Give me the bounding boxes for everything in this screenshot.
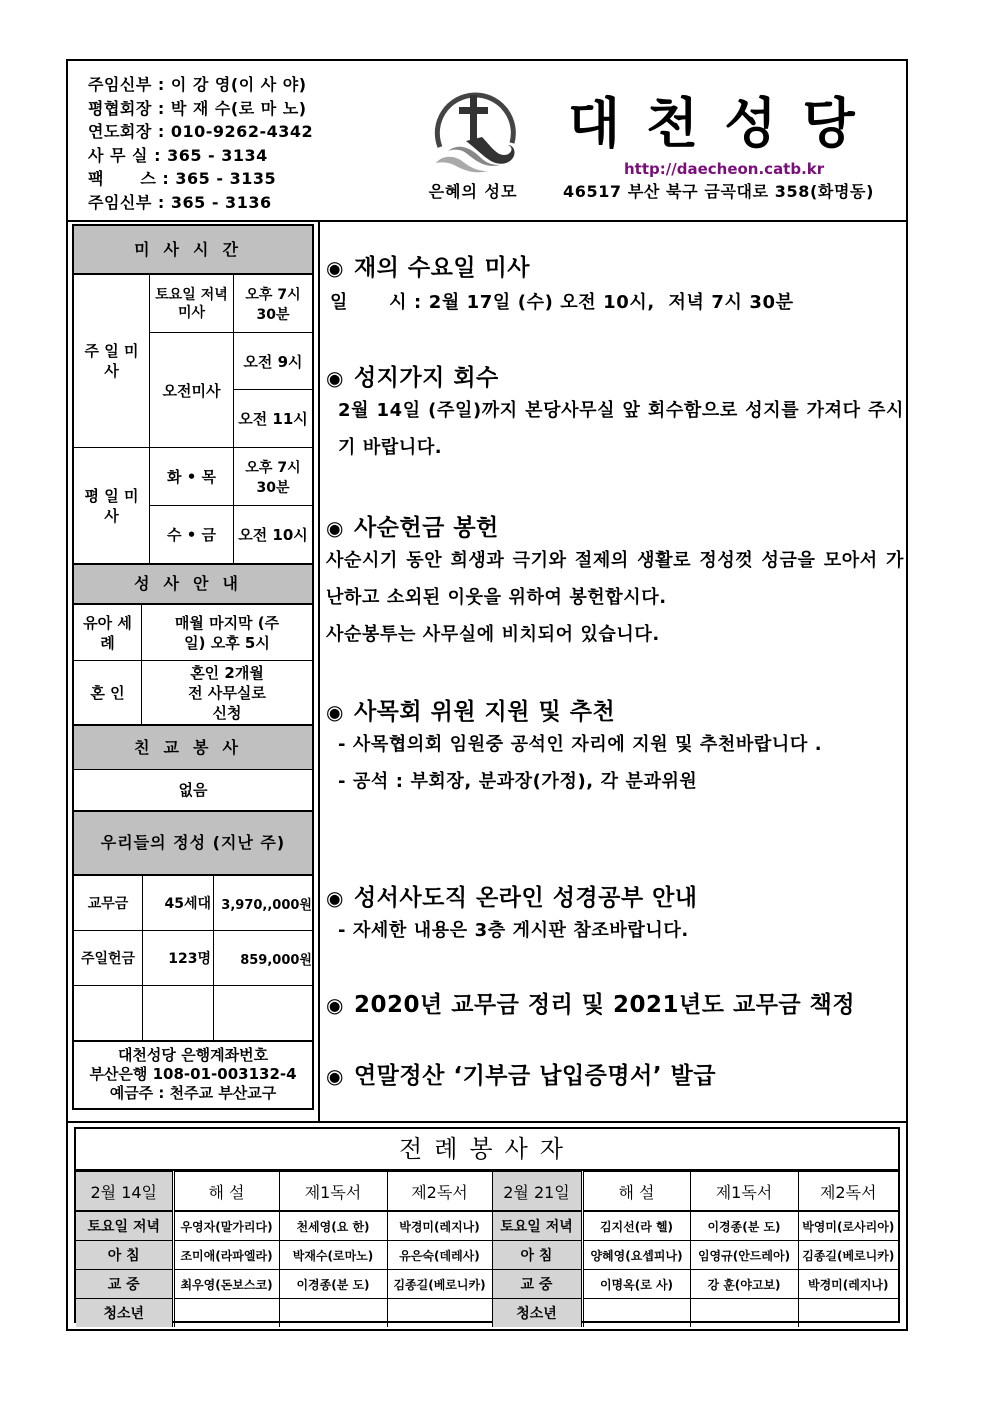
announcement-title-text: 성서사도직 온라인 성경공부 안내: [353, 885, 698, 911]
contact-row: 주임신부 : 이 강 영(이 사 야): [88, 75, 307, 94]
sacrament-text: 혼인 2개월 전 사무실로 신청: [142, 661, 313, 725]
contact-label: 평협회장: [88, 98, 152, 118]
logo-caption: 은혜의 성모: [428, 182, 518, 201]
parish-website-link[interactable]: http://daecheon.catb.kr: [624, 160, 825, 178]
minister-name: 조미애(라파엘라): [173, 1241, 279, 1270]
minister-name: 우영자(말가리다): [173, 1211, 279, 1241]
mass-time: 오전 11시: [234, 390, 313, 448]
contact-value: 365 - 3135: [175, 169, 277, 188]
liturgy-title: 전례봉사자: [76, 1129, 898, 1171]
contact-label: 사 무 실: [88, 145, 149, 165]
bullet-circle-icon: ◉: [326, 886, 344, 910]
liturgy-date: 2월 21일: [492, 1172, 582, 1212]
contact-row: 주임신부 : 365 - 3136: [88, 192, 272, 212]
announcement-title-text: 사순헌금 봉헌: [353, 515, 499, 541]
liturgy-row-label: 교 중: [76, 1270, 173, 1299]
minister-name: 최우영(돈보스코): [173, 1270, 279, 1299]
mass-name: 토요일 저녁미사: [150, 275, 234, 333]
mass-time: 오후 7시 30분: [234, 275, 313, 333]
cross-wave-logo-icon: [426, 85, 522, 177]
bank-account-info: [74, 1041, 312, 1108]
weekday-mass-label: 평 일 미 사: [74, 448, 150, 564]
bullet-circle-icon: ◉: [326, 366, 344, 390]
offering-heading: 우리들의 정성 (지난 주): [74, 812, 312, 875]
parish-logo: [418, 85, 528, 205]
liturgy-date: 2월 14일: [76, 1172, 173, 1212]
announcement-title-text: 성지가지 회수: [353, 365, 499, 391]
announcement-item: [326, 249, 904, 321]
liturgy-ministers: [74, 1127, 900, 1323]
liturgy-column-header: 제1독서: [279, 1172, 387, 1212]
bullet-circle-icon: ◉: [326, 256, 344, 280]
liturgy-row-label: 토요일 저녁: [492, 1211, 582, 1241]
offering-count: 45세대: [143, 876, 214, 931]
section-divider: [68, 1121, 906, 1123]
liturgy-column-header: 제2독서: [798, 1172, 898, 1212]
announcement-title-text: 연말정산 ‘기부금 납입증명서’ 발급: [353, 1063, 717, 1089]
mass-times-heading: 미사시간: [74, 226, 312, 274]
offering-label: 교무금: [74, 876, 143, 931]
liturgy-row: [76, 1211, 898, 1241]
announcement-item: [326, 693, 904, 800]
minister-name: 박경미(레지나): [387, 1211, 492, 1241]
announcement-item: [326, 879, 904, 949]
offering-amount: 859,000원: [214, 931, 313, 986]
contact-label: 주임신부: [88, 75, 152, 94]
bullet-circle-icon: ◉: [326, 1064, 344, 1088]
contact-value: 365 - 3134: [167, 145, 268, 165]
minister-name: 유은숙(데레사): [387, 1241, 492, 1270]
bank-line: 대천성당 은행계좌번호: [117, 1046, 269, 1064]
liturgy-row-label: 아 침: [492, 1241, 582, 1270]
contact-row: 사 무 실 : 365 - 3134: [88, 145, 268, 165]
bullet-circle-icon: ◉: [326, 700, 344, 724]
minister-name: 박경미(레지나): [798, 1270, 898, 1299]
minister-name: 이경종(분 도): [690, 1211, 798, 1241]
contact-label: 연도회장: [88, 122, 152, 141]
announcement-title-text: 사목회 위원 지원 및 추천: [353, 699, 616, 725]
bulletin-page: [66, 59, 908, 1331]
contact-label: 주임신부: [88, 192, 152, 212]
announcement-title: [326, 1057, 904, 1090]
announcement-item: [326, 509, 904, 653]
liturgy-column-header: 제2독서: [387, 1172, 492, 1212]
announcement-title-text: 2020년 교무금 정리 및 2021년도 교무금 책정: [353, 992, 856, 1018]
announcement-item: [326, 1057, 904, 1090]
bullet-circle-icon: ◉: [326, 516, 344, 540]
contact-value: 이 강 영(이 사 야): [170, 75, 307, 94]
liturgy-row-label: 청소년: [76, 1299, 173, 1328]
announcement-body: - 자세한 내용은 3층 게시판 참조바랍니다.: [338, 920, 689, 941]
announcement-body: 2월 14일 (주일)까지 본당사무실 앞 회수함으로 성지를 가져다 주시기 바랍니다.: [338, 400, 904, 458]
liturgy-table: [76, 1171, 898, 1327]
sacraments-heading: 성사안내: [74, 564, 312, 604]
parish-address: 46517 부산 북구 금곡대로 358(화명동): [563, 182, 874, 201]
minister-name: [279, 1299, 387, 1328]
minister-name: 이경종(분 도): [279, 1270, 387, 1299]
sidebar: [72, 224, 314, 1110]
sacrament-label: 유아 세례: [74, 605, 142, 661]
bank-holder: 예금주 : 천주교 부산교구: [109, 1084, 277, 1102]
liturgy-row-label: 청소년: [492, 1299, 582, 1328]
minister-name: 양혜영(요셉피나): [582, 1241, 690, 1270]
minister-name: 박재수(로마노): [279, 1241, 387, 1270]
fellowship-text: 없음: [74, 770, 312, 812]
mass-time: 오전 9시: [234, 333, 313, 390]
offering-count: 123명: [143, 931, 214, 986]
contact-value: 010-9262-4342: [170, 122, 314, 141]
mass-time: 오후 7시 30분: [234, 448, 313, 506]
sacrament-label: 혼 인: [74, 661, 142, 725]
fellowship-heading: 친교봉사: [74, 725, 312, 770]
announcement-title: [326, 249, 904, 282]
liturgy-header-row: [76, 1172, 898, 1212]
contact-row: 평협회장 : 박 재 수(로 마 노): [88, 98, 307, 118]
minister-name: [690, 1299, 798, 1328]
offering-label: 주일헌금: [74, 931, 143, 986]
minister-name: [387, 1299, 492, 1328]
liturgy-column-header: 제1독서: [690, 1172, 798, 1212]
announcement-title: [326, 359, 904, 392]
minister-name: 이명옥(로 사): [582, 1270, 690, 1299]
mass-name: 오전미사: [150, 333, 234, 448]
sacrament-text: 매월 마지막 (주일) 오후 5시: [142, 605, 313, 661]
offering-label: [74, 986, 143, 1041]
sacraments-table: [74, 604, 312, 725]
minister-name: 박영미(로사리아): [798, 1211, 898, 1241]
announcement-title-text: 재의 수요일 미사: [353, 255, 530, 281]
minister-name: 김지선(라 헬): [582, 1211, 690, 1241]
minister-name: [798, 1299, 898, 1328]
announcement-body: 사순시기 동안 희생과 극기와 절제의 생활로 정성껏 성금을 모아서 가난하고 소외된 이웃을 위하여 봉헌합시다.: [326, 550, 904, 608]
announcement-body: 사순봉투는 사무실에 비치되어 있습니다.: [326, 624, 660, 645]
bank-account-number: 부산은행 108-01-003132-4: [89, 1065, 297, 1083]
liturgy-row: [76, 1270, 898, 1299]
contact-label: 팩 스: [88, 169, 157, 188]
announcement-title: [326, 986, 904, 1019]
liturgy-row-label: 교 중: [492, 1270, 582, 1299]
announcement-body: - 사목협의회 임원중 공석인 자리에 지원 및 추천바랍니다 .: [338, 734, 823, 755]
announcement-title: [326, 879, 904, 912]
mass-times-table: [74, 274, 312, 564]
announcement-title: [326, 509, 904, 542]
announcement-body: 일 시 : 2월 17일 (수) 오전 10시, 저녁 7시 30분: [330, 292, 794, 313]
contact-row: 팩 스 : 365 - 3135: [88, 169, 277, 188]
liturgy-column-header: 해 설: [173, 1172, 279, 1212]
minister-name: [173, 1299, 279, 1328]
bulletin-header: [68, 61, 906, 222]
liturgy-row: [76, 1241, 898, 1270]
announcement-body: - 공석 : 부회장, 분과장(가정), 각 분과위원: [338, 771, 698, 792]
minister-name: 천세영(요 한): [279, 1211, 387, 1241]
mass-days: 화 • 목: [150, 448, 234, 506]
contact-list: [88, 73, 313, 214]
contact-value: 365 - 3136: [170, 192, 272, 212]
sunday-mass-label: 주 일 미 사: [74, 275, 150, 448]
liturgy-column-header: 해 설: [582, 1172, 690, 1212]
minister-name: 임영규(안드레아): [690, 1241, 798, 1270]
liturgy-row-label: 아 침: [76, 1241, 173, 1270]
offering-table: [74, 875, 312, 1041]
column-divider: [318, 220, 320, 1121]
mass-days: 수 • 금: [150, 506, 234, 564]
minister-name: [582, 1299, 690, 1328]
contact-value: 박 재 수(로 마 노): [170, 98, 307, 118]
offering-count: [143, 986, 214, 1041]
contact-row: 연도회장 : 010-9262-4342: [88, 122, 314, 141]
announcement-title: [326, 693, 904, 726]
offering-amount: [214, 986, 313, 1041]
announcement-item: [326, 359, 904, 466]
minister-name: 김종길(베로니카): [387, 1270, 492, 1299]
liturgy-row-label: 토요일 저녁: [76, 1211, 173, 1241]
bullet-circle-icon: ◉: [326, 993, 344, 1017]
offering-amount: 3,970,,000원: [214, 876, 313, 931]
announcement-item: [326, 986, 904, 1019]
minister-name: 강 훈(야고보): [690, 1270, 798, 1299]
minister-name: 김종길(베로니카): [798, 1241, 898, 1270]
mass-time: 오전 10시: [234, 506, 313, 564]
liturgy-row: [76, 1299, 898, 1328]
parish-title: 대천성당: [568, 92, 881, 155]
